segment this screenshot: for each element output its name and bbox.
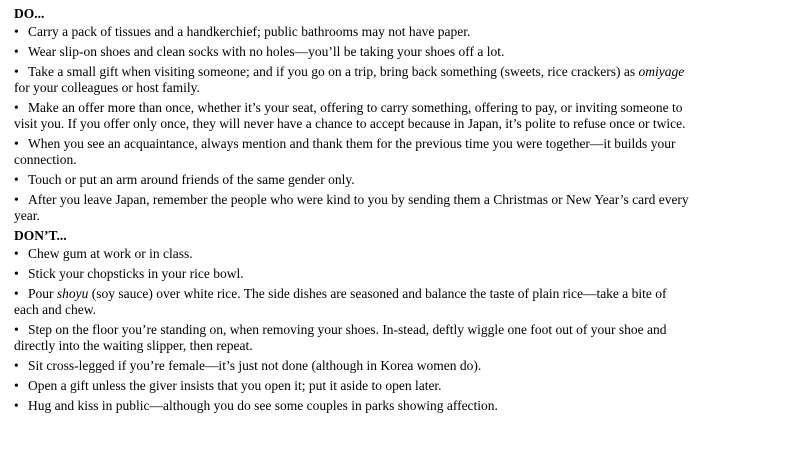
do-item-text bbox=[28, 100, 682, 115]
dont-item bbox=[14, 246, 800, 262]
do-item bbox=[14, 100, 800, 132]
dont-heading: DON’T... bbox=[14, 228, 67, 243]
item-text: Open a gift unless the giver insists that you open it; put it aside to open later. bbox=[28, 378, 442, 393]
dont-item bbox=[14, 266, 800, 282]
dont-item bbox=[14, 322, 800, 354]
bullet-icon: • bbox=[14, 378, 19, 393]
item-text-continuation: directly into the waiting slipper, then repeat. bbox=[14, 338, 253, 353]
do-item-text bbox=[28, 24, 470, 39]
item-text-continuation: visit you. If you offer only once, they will never have a chance to accept because in Japan, it’s polite to refuse once or twice. bbox=[14, 116, 686, 131]
dont-item bbox=[14, 378, 800, 394]
item-text-continuation: each and chew. bbox=[14, 302, 96, 317]
item-text: Hug and kiss in public—although you do see some couples in parks showing affection. bbox=[28, 398, 498, 413]
do-item-text bbox=[28, 192, 689, 207]
bullet-icon: • bbox=[14, 100, 19, 115]
item-text: Step on the floor you’re standing on, when removing your shoes. In-stead, deftly wiggle one foot out of your shoe and bbox=[28, 322, 667, 337]
item-text: Chew gum at work or in class. bbox=[28, 246, 193, 261]
bullet-icon: • bbox=[14, 246, 19, 261]
do-item-text bbox=[28, 172, 355, 187]
item-text-continuation: for your colleagues or host family. bbox=[14, 80, 200, 95]
item-text-italic: shoyu bbox=[56, 286, 89, 301]
do-item bbox=[14, 172, 800, 188]
dont-item-text bbox=[28, 246, 193, 261]
bullet-icon: • bbox=[14, 136, 19, 151]
item-text: Wear slip-on shoes and clean socks with no holes—you’ll be taking your shoes off a lot. bbox=[28, 44, 505, 59]
bullet-icon: • bbox=[14, 358, 19, 373]
item-text: Touch or put an arm around friends of the same gender only. bbox=[28, 172, 355, 187]
item-text: Sit cross-legged if you’re female—it’s just not done (although in Korea women do). bbox=[28, 358, 482, 373]
bullet-icon: • bbox=[14, 64, 19, 79]
dont-item-text bbox=[28, 398, 498, 413]
dont-item-text bbox=[28, 286, 667, 301]
do-item-text bbox=[28, 44, 504, 59]
bullet-icon: • bbox=[14, 172, 19, 187]
item-text: When you see an acquaintance, always mention and thank them for the previous time you were together—it builds your bbox=[28, 136, 676, 151]
bullet-icon: • bbox=[14, 286, 19, 301]
item-text-pre: Pour bbox=[28, 286, 57, 301]
do-heading: DO... bbox=[14, 6, 45, 21]
item-text: After you leave Japan, remember the people who were kind to you by sending them a Christmas or New Year’s card every bbox=[28, 192, 689, 207]
do-item bbox=[14, 64, 800, 96]
dont-item bbox=[14, 286, 800, 318]
item-text-continuation: connection. bbox=[14, 152, 77, 167]
dont-item bbox=[14, 358, 800, 374]
do-item bbox=[14, 24, 800, 40]
bullet-icon: • bbox=[14, 192, 19, 207]
do-item-text bbox=[28, 64, 684, 79]
bullet-icon: • bbox=[14, 44, 19, 59]
dont-item-text bbox=[28, 322, 667, 337]
dont-item bbox=[14, 398, 800, 414]
bullet-icon: • bbox=[14, 266, 19, 281]
item-text-italic: omiyage bbox=[638, 64, 685, 79]
bullet-icon: • bbox=[14, 24, 19, 39]
item-text: Stick your chopsticks in your rice bowl. bbox=[28, 266, 244, 281]
do-item bbox=[14, 136, 800, 168]
do-item-text bbox=[28, 136, 675, 151]
dont-item-text bbox=[28, 266, 244, 281]
do-list bbox=[14, 24, 800, 224]
item-text: Carry a pack of tissues and a handkerchief; public bathrooms may not have paper. bbox=[28, 24, 471, 39]
dont-item-text bbox=[28, 378, 442, 393]
bullet-icon: • bbox=[14, 398, 19, 413]
dont-item-text bbox=[28, 358, 481, 373]
do-item bbox=[14, 192, 800, 224]
item-text-post: (soy sauce) over white rice. The side dishes are seasoned and balance the taste of plain rice—take a bite of bbox=[88, 286, 667, 301]
item-text-continuation: year. bbox=[14, 208, 40, 223]
dont-list bbox=[14, 246, 800, 414]
item-text: Make an offer more than once, whether it’s your seat, offering to carry something, offering to pay, or inviting someone to bbox=[28, 100, 683, 115]
do-item bbox=[14, 44, 800, 60]
bullet-icon: • bbox=[14, 322, 19, 337]
item-text-pre: Take a small gift when visiting someone; and if you go on a trip, bring back something (sweets, rice crackers) as bbox=[28, 64, 639, 79]
